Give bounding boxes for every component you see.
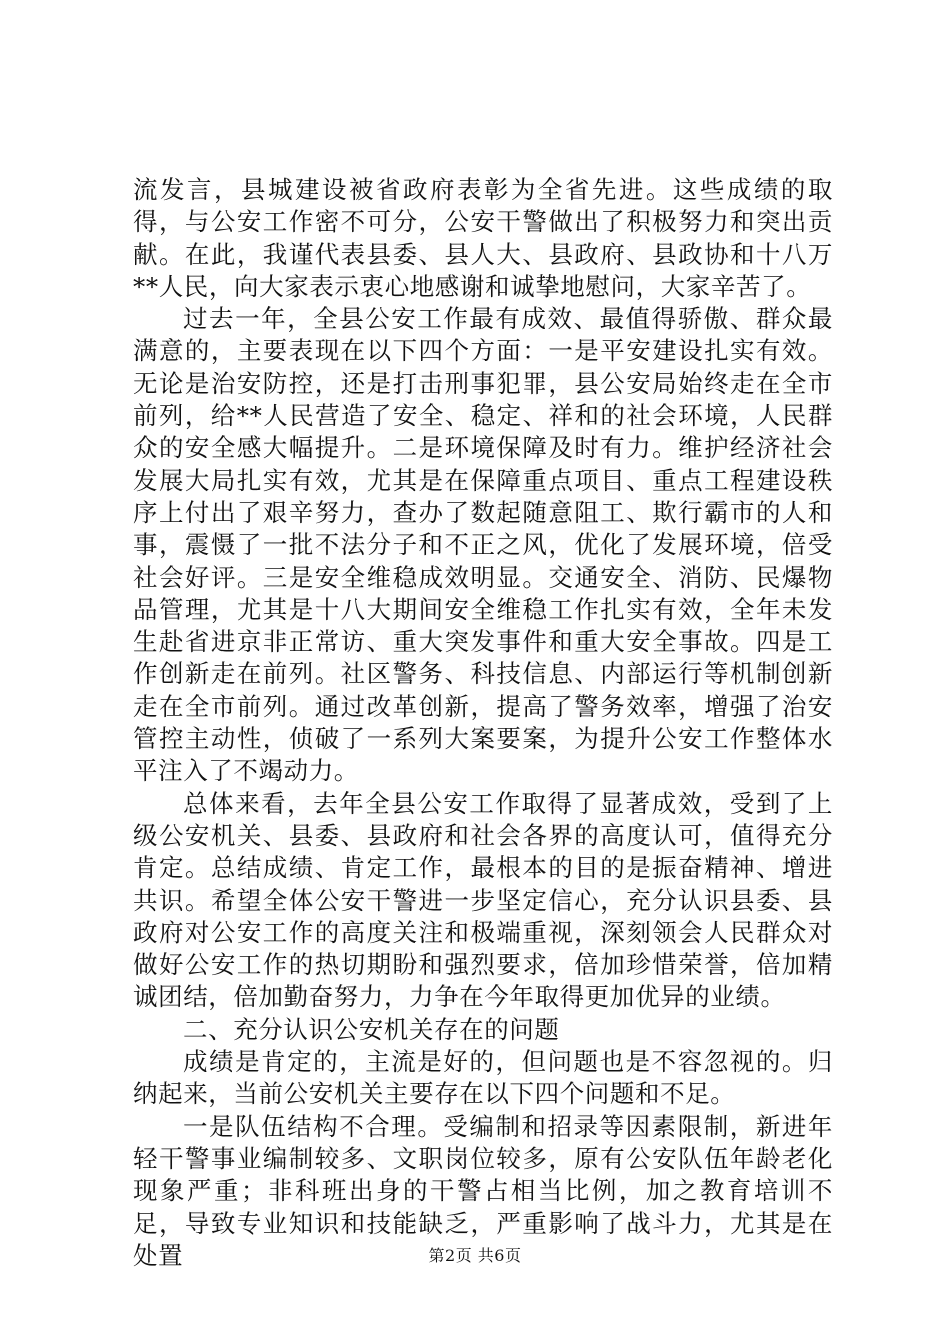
paragraph-1: 流发言，县城建设被省政府表彰为全省先进。这些成绩的取得，与公安工作密不可分，公安干警做出了积极努力和突出贡献。在此，我谨代表县委、县人大、县政府、县政协和十八万**人民，向大家表示衷心地感谢和诚挚地慰问，大家辛苦了。 [133, 175, 833, 301]
section-heading: 二、充分认识公安机关存在的问题 [183, 1014, 560, 1044]
paragraph-3: 总体来看，去年全县公安工作取得了显著成效，受到了上级公安机关、县委、县政府和社会各界的高度认可，值得充分肯定。总结成绩、肯定工作，最根本的目的是振奋精神、增进共识。希望全体公安干警进一步坚定信心，充分认识县委、县政府对公安工作的高度关注和极端重视，深刻领会人民群众对做好公安工作的热切期盼和强烈要求，倍加珍惜荣誉，倍加精诚团结，倍加勤奋努力，力争在今年取得更加优异的业绩。 [133, 788, 833, 1012]
paragraph-2: 过去一年，全县公安工作最有成效、最值得骄傲、群众最满意的，主要表现在以下四个方面：一是平安建设扎实有效。无论是治安防控，还是打击刑事犯罪，县公安局始终走在全市前列，给**人民营造了安全、稳定、祥和的社会环境，人民群众的安全感大幅提升。二是环境保障及时有力。维护经济社会发展大局扎实有效，尤其是在保障重点项目、重点工程建设秩序上付出了艰辛努力，查办了数起随意阻工、欺行霸市的人和事，震慑了一批不法分子和不正之风，优化了发展环境，倍受社会好评。三是安全维稳成效明显。交通安全、消防、民爆物品管理，尤其是十八大期间安全维稳工作扎实有效，全年未发生赴省进京非正常访、重大突发事件和重大安全事故。四是工作创新走在前列。社区警务、科技信息、内部运行等机制创新走在全市前列。通过改革创新，提高了警务效率，增强了治安管控主动性，侦破了一系列大案要案，为提升公安工作整体水平注入了不竭动力。 [133, 304, 833, 786]
paragraph-5: 一是队伍结构不合理。受编制和招录等因素限制，新进年轻干警事业编制较多、文职岗位较多，原有公安队伍年龄老化现象严重；非科班出身的干警占相当比例，加之教育培训不足，导致专业知识和技能缺乏，严重影响了战斗力，尤其是在处置 [133, 1111, 833, 1270]
paragraph-4: 成绩是肯定的，主流是好的，但问题也是不容忽视的。归纳起来，当前公安机关主要存在以下四个问题和不足。 [133, 1047, 833, 1109]
page-number-footer: 第2页 共6页 [428, 1246, 522, 1265]
document-body [133, 174, 833, 1272]
